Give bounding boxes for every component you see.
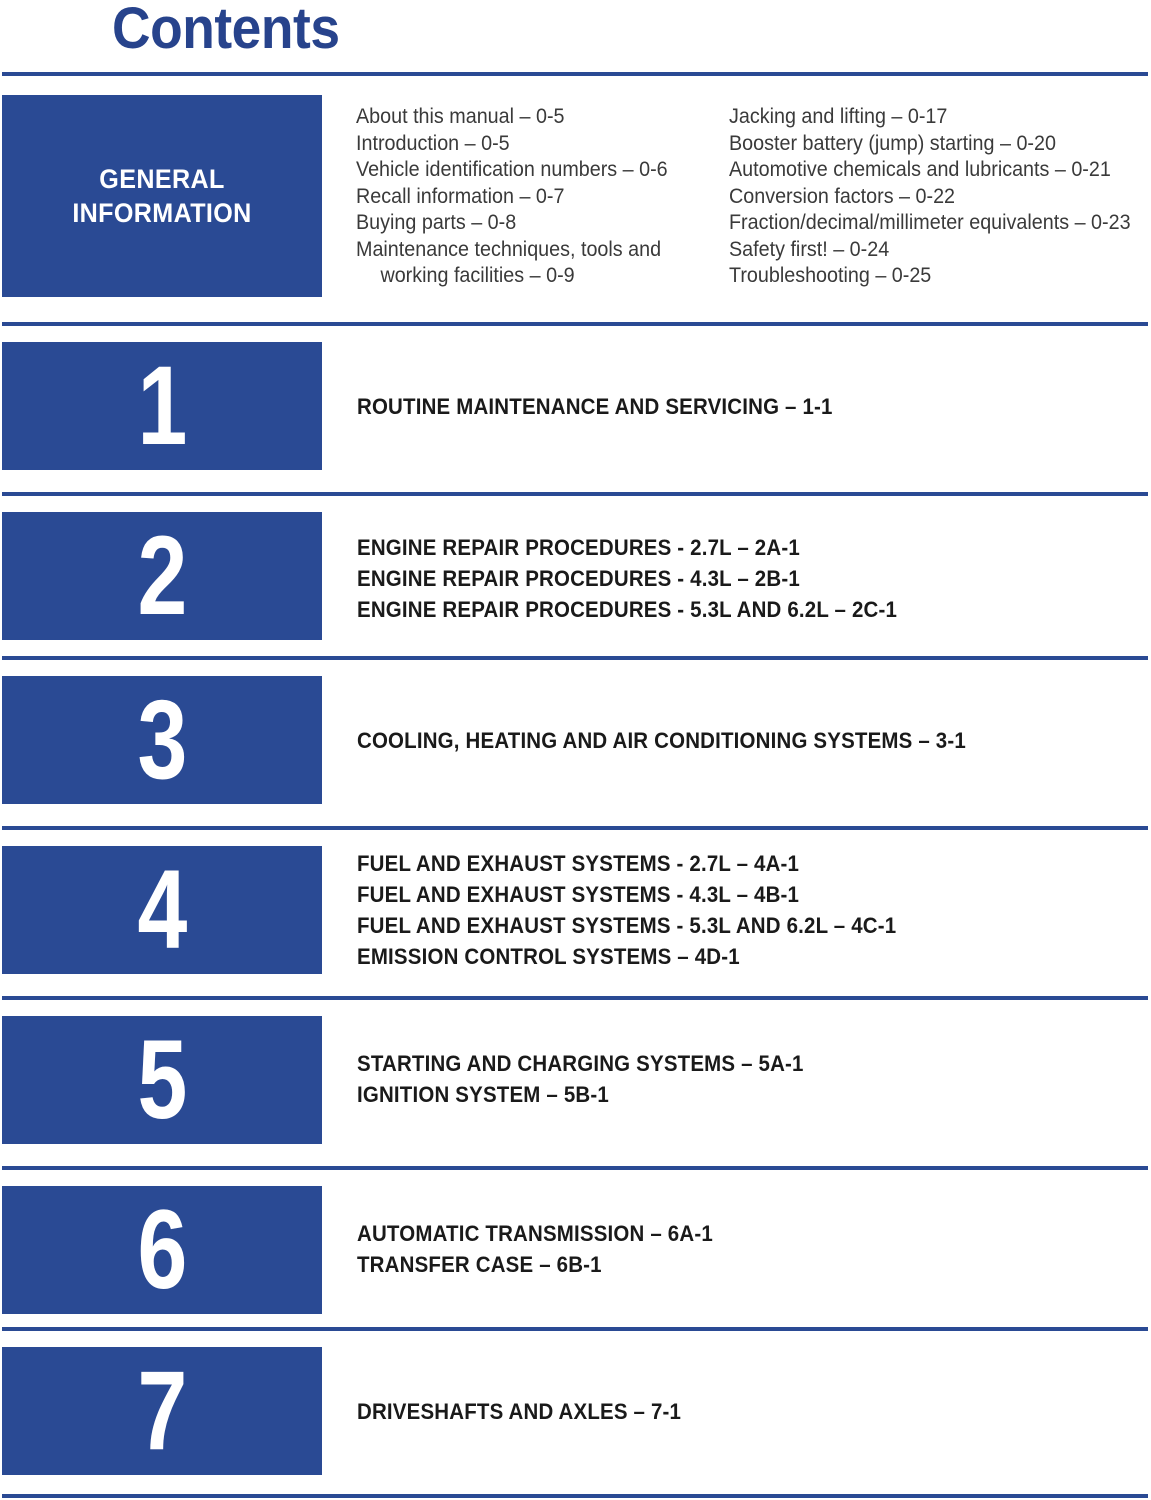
chapter-entry[interactable]: ENGINE REPAIR PROCEDURES - 5.3L AND 6.2L – 2C-1 (357, 597, 898, 622)
chapter-entry[interactable]: ROUTINE MAINTENANCE AND SERVICING – 1-1 (357, 394, 833, 419)
general-information-entry[interactable]: Conversion factors – 0-22 (729, 184, 956, 208)
divider-rule-4 (2, 826, 1148, 830)
general-information-entry[interactable]: Fraction/decimal/millimeter equivalents – 0-23 (729, 211, 1131, 234)
general-information-label-stack (2, 162, 322, 230)
chapter-numeral-wrap-3 (2, 677, 322, 802)
general-information-box (2, 95, 322, 297)
divider-rule-5 (2, 996, 1148, 1000)
chapter-numeral-wrap-2 (2, 513, 322, 638)
chapter-entry[interactable]: COOLING, HEATING AND AIR CONDITIONING SYSTEMS – 3-1 (357, 728, 966, 753)
chapter-numeral-1: 1 (137, 343, 187, 468)
general-information-entry[interactable]: Troubleshooting – 0-25 (729, 264, 932, 287)
chapter-numeral-2: 2 (137, 513, 187, 638)
chapter-entry[interactable]: ENGINE REPAIR PROCEDURES - 4.3L – 2B-1 (357, 566, 800, 591)
general-information-entry-continuation[interactable]: working facilities – 0-9 (380, 264, 575, 287)
chapter-entry[interactable]: FUEL AND EXHAUST SYSTEMS - 5.3L AND 6.2L – 4C-1 (357, 913, 897, 938)
chapter-entries-6 (357, 1218, 740, 1280)
chapter-entry[interactable]: TRANSFER CASE – 6B-1 (357, 1252, 602, 1277)
chapter-numeral-wrap-4 (2, 847, 322, 972)
chapter-entry[interactable]: FUEL AND EXHAUST SYSTEMS - 2.7L – 4A-1 (357, 851, 800, 876)
chapter-entry[interactable]: EMISSION CONTROL SYSTEMS – 4D-1 (357, 944, 740, 969)
chapter-numeral-5: 5 (137, 1017, 187, 1142)
divider-rule-6 (2, 1166, 1148, 1170)
general-information-entry[interactable]: Maintenance techniques, tools and (356, 237, 662, 261)
chapter-entries-4 (357, 848, 937, 972)
chapter-numeral-wrap-6 (2, 1187, 322, 1312)
chapter-entry[interactable]: STARTING AND CHARGING SYSTEMS – 5A-1 (357, 1051, 804, 1076)
divider-rule-7 (2, 1327, 1148, 1331)
chapter-numeral-wrap-1 (2, 343, 322, 468)
general-information-label-line2: INFORMATION (72, 198, 252, 228)
divider-rule-bottom (2, 1494, 1148, 1498)
general-information-left-column (356, 104, 668, 290)
general-information-entry[interactable]: Safety first! – 0-24 (729, 237, 890, 261)
general-information-entry[interactable]: Recall information – 0-7 (356, 184, 565, 208)
general-information-entry[interactable]: Automotive chemicals and lubricants – 0-21 (729, 158, 1111, 181)
chapter-numeral-wrap-7 (2, 1348, 322, 1473)
chapter-number-box-6 (2, 1186, 322, 1314)
chapter-entries-2 (357, 532, 938, 625)
general-information-entry[interactable]: About this manual – 0-5 (356, 105, 565, 128)
divider-rule-top (2, 72, 1148, 76)
chapter-entries-7 (357, 1396, 706, 1427)
chapter-entries-5 (357, 1048, 837, 1110)
chapter-number-box-5 (2, 1016, 322, 1144)
general-information-entry[interactable]: Jacking and lifting – 0-17 (729, 105, 948, 128)
chapter-numeral-wrap-5 (2, 1017, 322, 1142)
chapter-entry[interactable]: DRIVESHAFTS AND AXLES – 7-1 (357, 1399, 682, 1424)
divider-rule-1 (2, 322, 1148, 326)
chapter-number-box-1 (2, 342, 322, 470)
chapter-number-box-3 (2, 676, 322, 804)
chapter-numeral-4: 4 (137, 847, 187, 972)
chapter-number-box-7 (2, 1347, 322, 1475)
general-information-right-column (729, 104, 1131, 290)
divider-rule-3 (2, 656, 1148, 660)
chapter-entry[interactable]: IGNITION SYSTEM – 5B-1 (357, 1082, 609, 1107)
chapter-numeral-6: 6 (137, 1187, 187, 1312)
chapter-entry[interactable]: AUTOMATIC TRANSMISSION – 6A-1 (357, 1221, 713, 1246)
chapter-entries-3 (357, 725, 1012, 756)
general-information-entry[interactable]: Introduction – 0-5 (356, 131, 510, 155)
chapter-entry[interactable]: ENGINE REPAIR PROCEDURES - 2.7L – 2A-1 (357, 535, 800, 560)
general-information-entry[interactable]: Vehicle identification numbers – 0-6 (356, 158, 668, 181)
general-information-label-line1: GENERAL (99, 164, 225, 194)
chapter-numeral-7: 7 (137, 1348, 187, 1473)
general-information-entry[interactable]: Booster battery (jump) starting – 0-20 (729, 131, 1056, 155)
chapter-entry[interactable]: FUEL AND EXHAUST SYSTEMS - 4.3L – 4B-1 (357, 882, 800, 907)
divider-rule-2 (2, 492, 1148, 496)
page-title: Contents (112, 0, 340, 61)
chapter-numeral-3: 3 (137, 677, 187, 802)
chapter-number-box-4 (2, 846, 322, 974)
chapter-entries-1 (357, 391, 868, 422)
chapter-number-box-2 (2, 512, 322, 640)
general-information-entry[interactable]: Buying parts – 0-8 (356, 211, 517, 234)
